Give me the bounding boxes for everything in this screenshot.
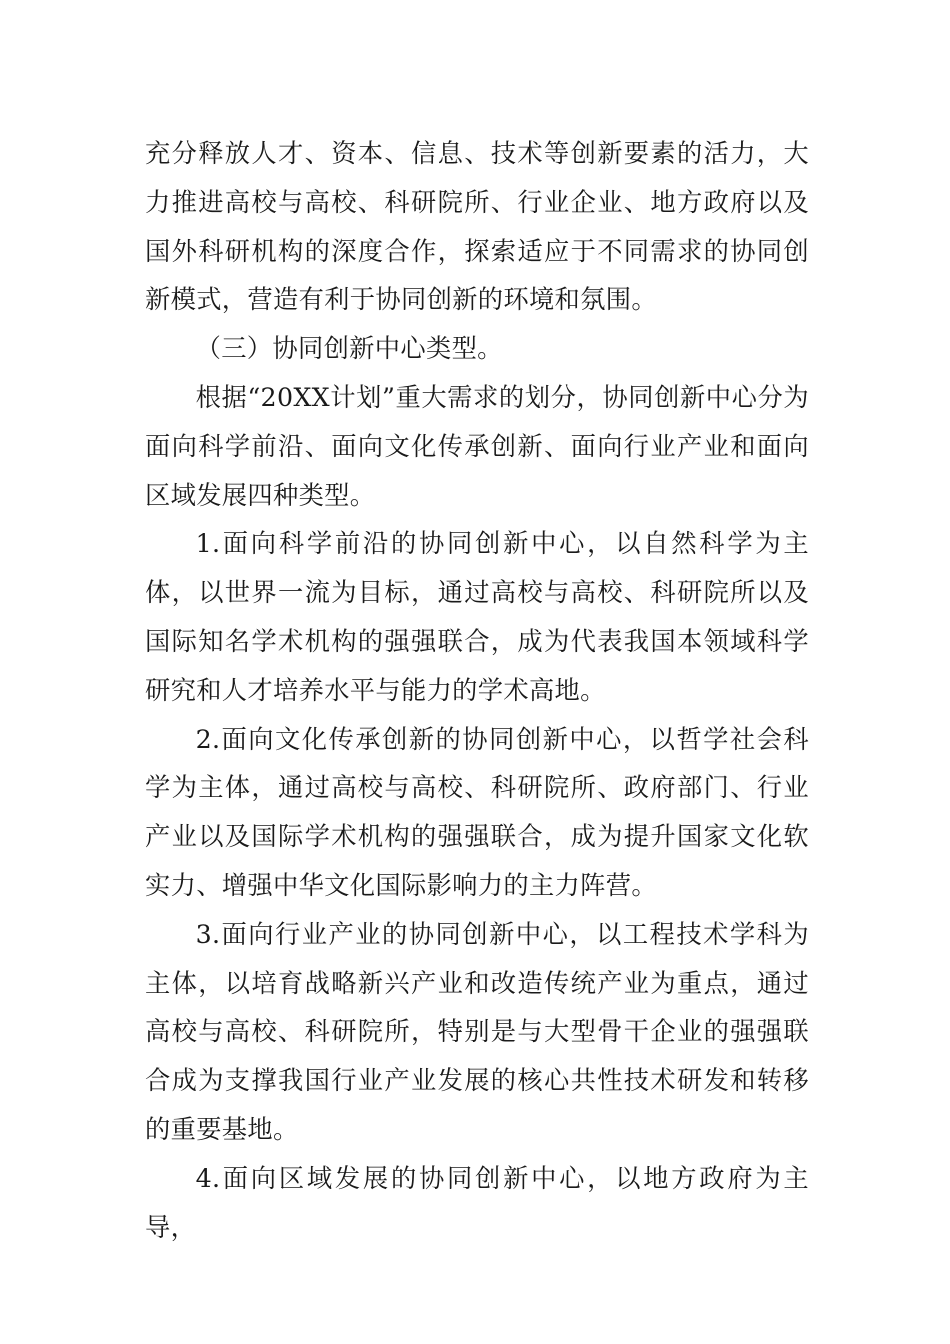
- paragraph-types-intro: 根据“20XX计划”重大需求的划分，协同创新中心分为面向科学前沿、面向文化传承创新、面向行业产业和面向区域发展四种类型。: [145, 382, 809, 510]
- paragraph-type-2: 2.面向文化传承创新的协同创新中心，以哲学社会科学为主体，通过高校与高校、科研院所、政府部门、行业产业以及国际学术机构的强强联合，成为提升国家文化软实力、增强中华文化国际影响力的主力阵营。: [145, 724, 809, 900]
- paragraph-continuation: 充分释放人才、资本、信息、技术等创新要素的活力，大力推进高校与高校、科研院所、行业企业、地方政府以及国外科研机构的深度合作，探索适应于不同需求的协同创新模式，营造有利于协同创新的环境和氛围。: [145, 139, 809, 315]
- paragraph-type-3: 3.面向行业产业的协同创新中心，以工程技术学科为主体，以培育战略新兴产业和改造传统产业为重点，通过高校与高校、科研院所，特别是与大型骨干企业的强强联合成为支撑我国行业产业发展的核心共性技术研发和转移的重要基地。: [145, 919, 809, 1144]
- paragraph-type-1: 1.面向科学前沿的协同创新中心，以自然科学为主体，以世界一流为目标，通过高校与高校、科研院所以及国际知名学术机构的强强联合，成为代表我国本领域科学研究和人才培养水平与能力的学术高地。: [145, 529, 809, 705]
- paragraph-type-4: 4.面向区域发展的协同创新中心，以地方政府为主导，: [145, 1163, 809, 1242]
- section-heading-3: （三）协同创新中心类型。: [195, 334, 503, 364]
- document-body: [145, 130, 809, 1252]
